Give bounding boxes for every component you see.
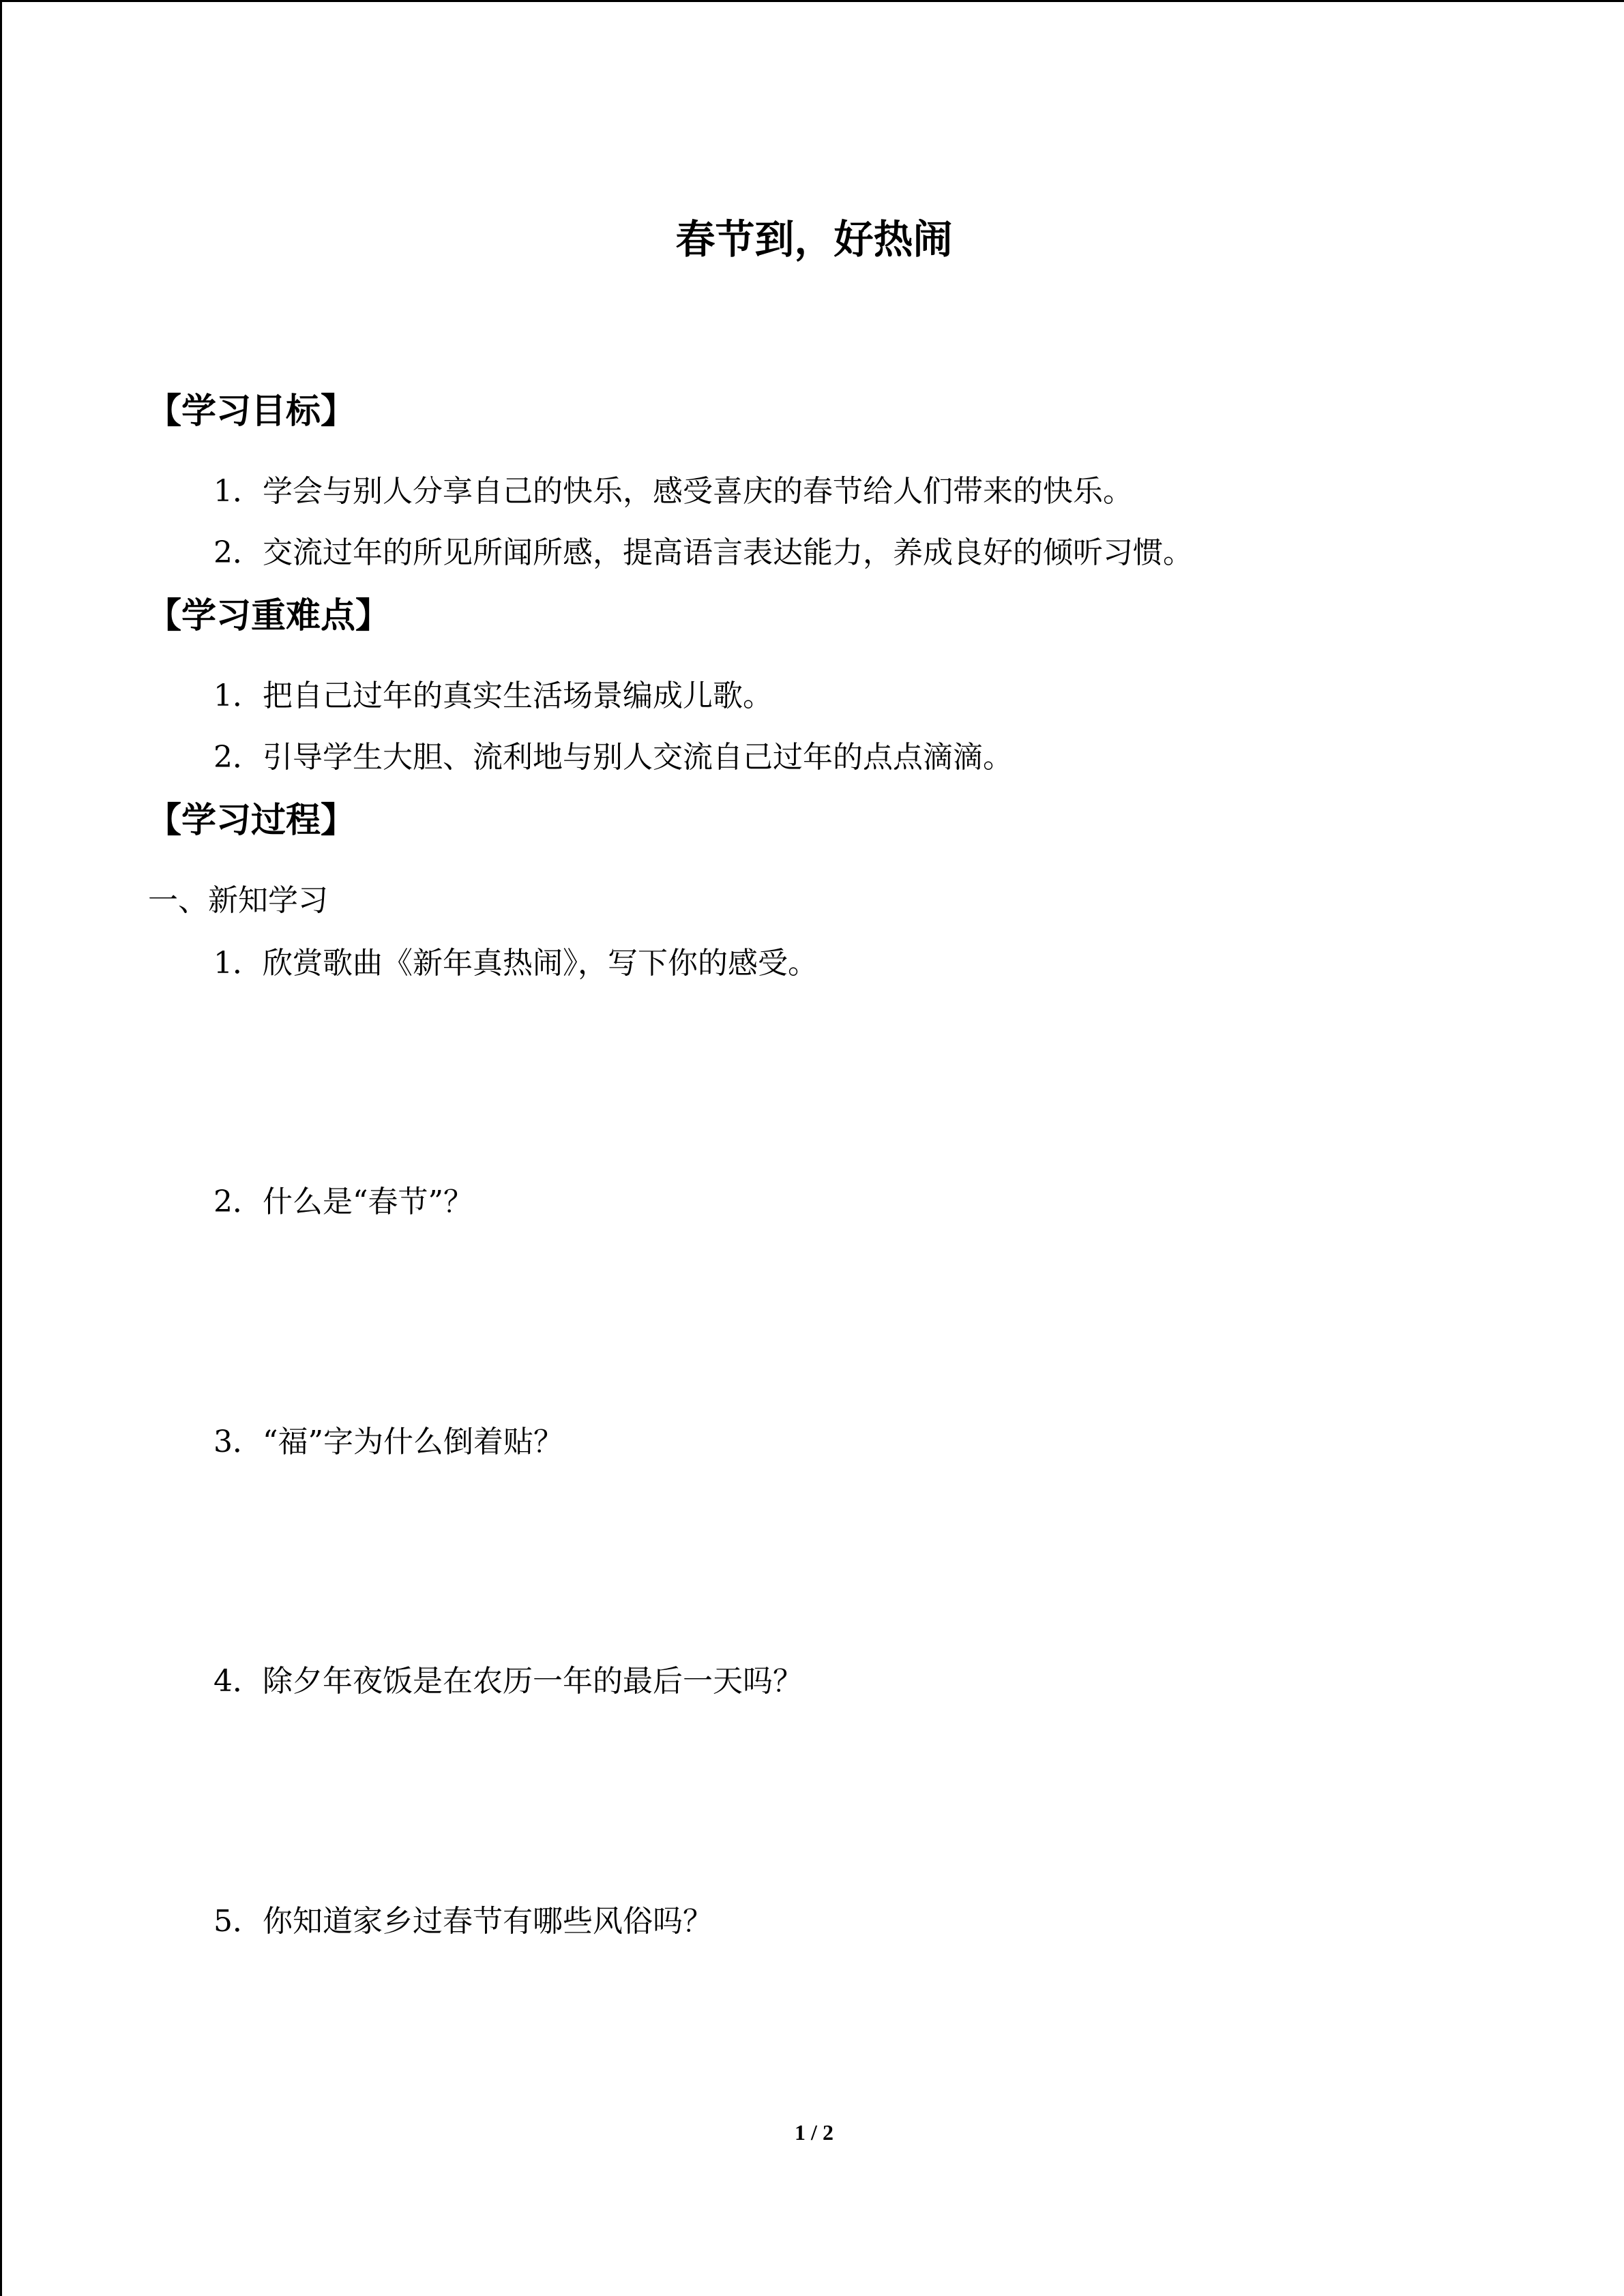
section-heading-key-points: 【学习重难点】 — [147, 595, 391, 636]
question-item: 4．除夕年夜饭是在农历一年的最后一天吗？ — [213, 1664, 803, 1699]
section-heading-learning-goals: 【学习目标】 — [147, 391, 356, 432]
key-point-item: 1．把自己过年的真实生活场景编成儿歌。 — [213, 679, 773, 713]
key-point-item: 2．引导学生大胆、流利地与别人交流自己过年的点点滴滴。 — [213, 740, 1013, 775]
section-heading-learning-process: 【学习过程】 — [147, 800, 356, 841]
learning-goal-item: 1．学会与别人分享自己的快乐，感受喜庆的春节给人们带来的快乐。 — [213, 474, 1133, 509]
learning-goal-item: 2．交流过年的所见所闻所感，提高语言表达能力，养成良好的倾听习惯。 — [213, 535, 1193, 570]
question-item: 1．欣赏歌曲《新年真热闹》，写下你的感受。 — [213, 946, 818, 981]
question-item: 2．什么是“春节”？ — [213, 1184, 473, 1219]
question-item: 3．“福”字为什么倒着贴？ — [213, 1425, 563, 1459]
page-number: 1 / 2 — [795, 2120, 833, 2145]
subsection-heading-new-knowledge: 一、新知学习 — [148, 883, 328, 918]
document-title: 春节到，好热闹 — [675, 216, 953, 263]
question-item: 5．你知道家乡过春节有哪些风俗吗？ — [213, 1904, 713, 1939]
